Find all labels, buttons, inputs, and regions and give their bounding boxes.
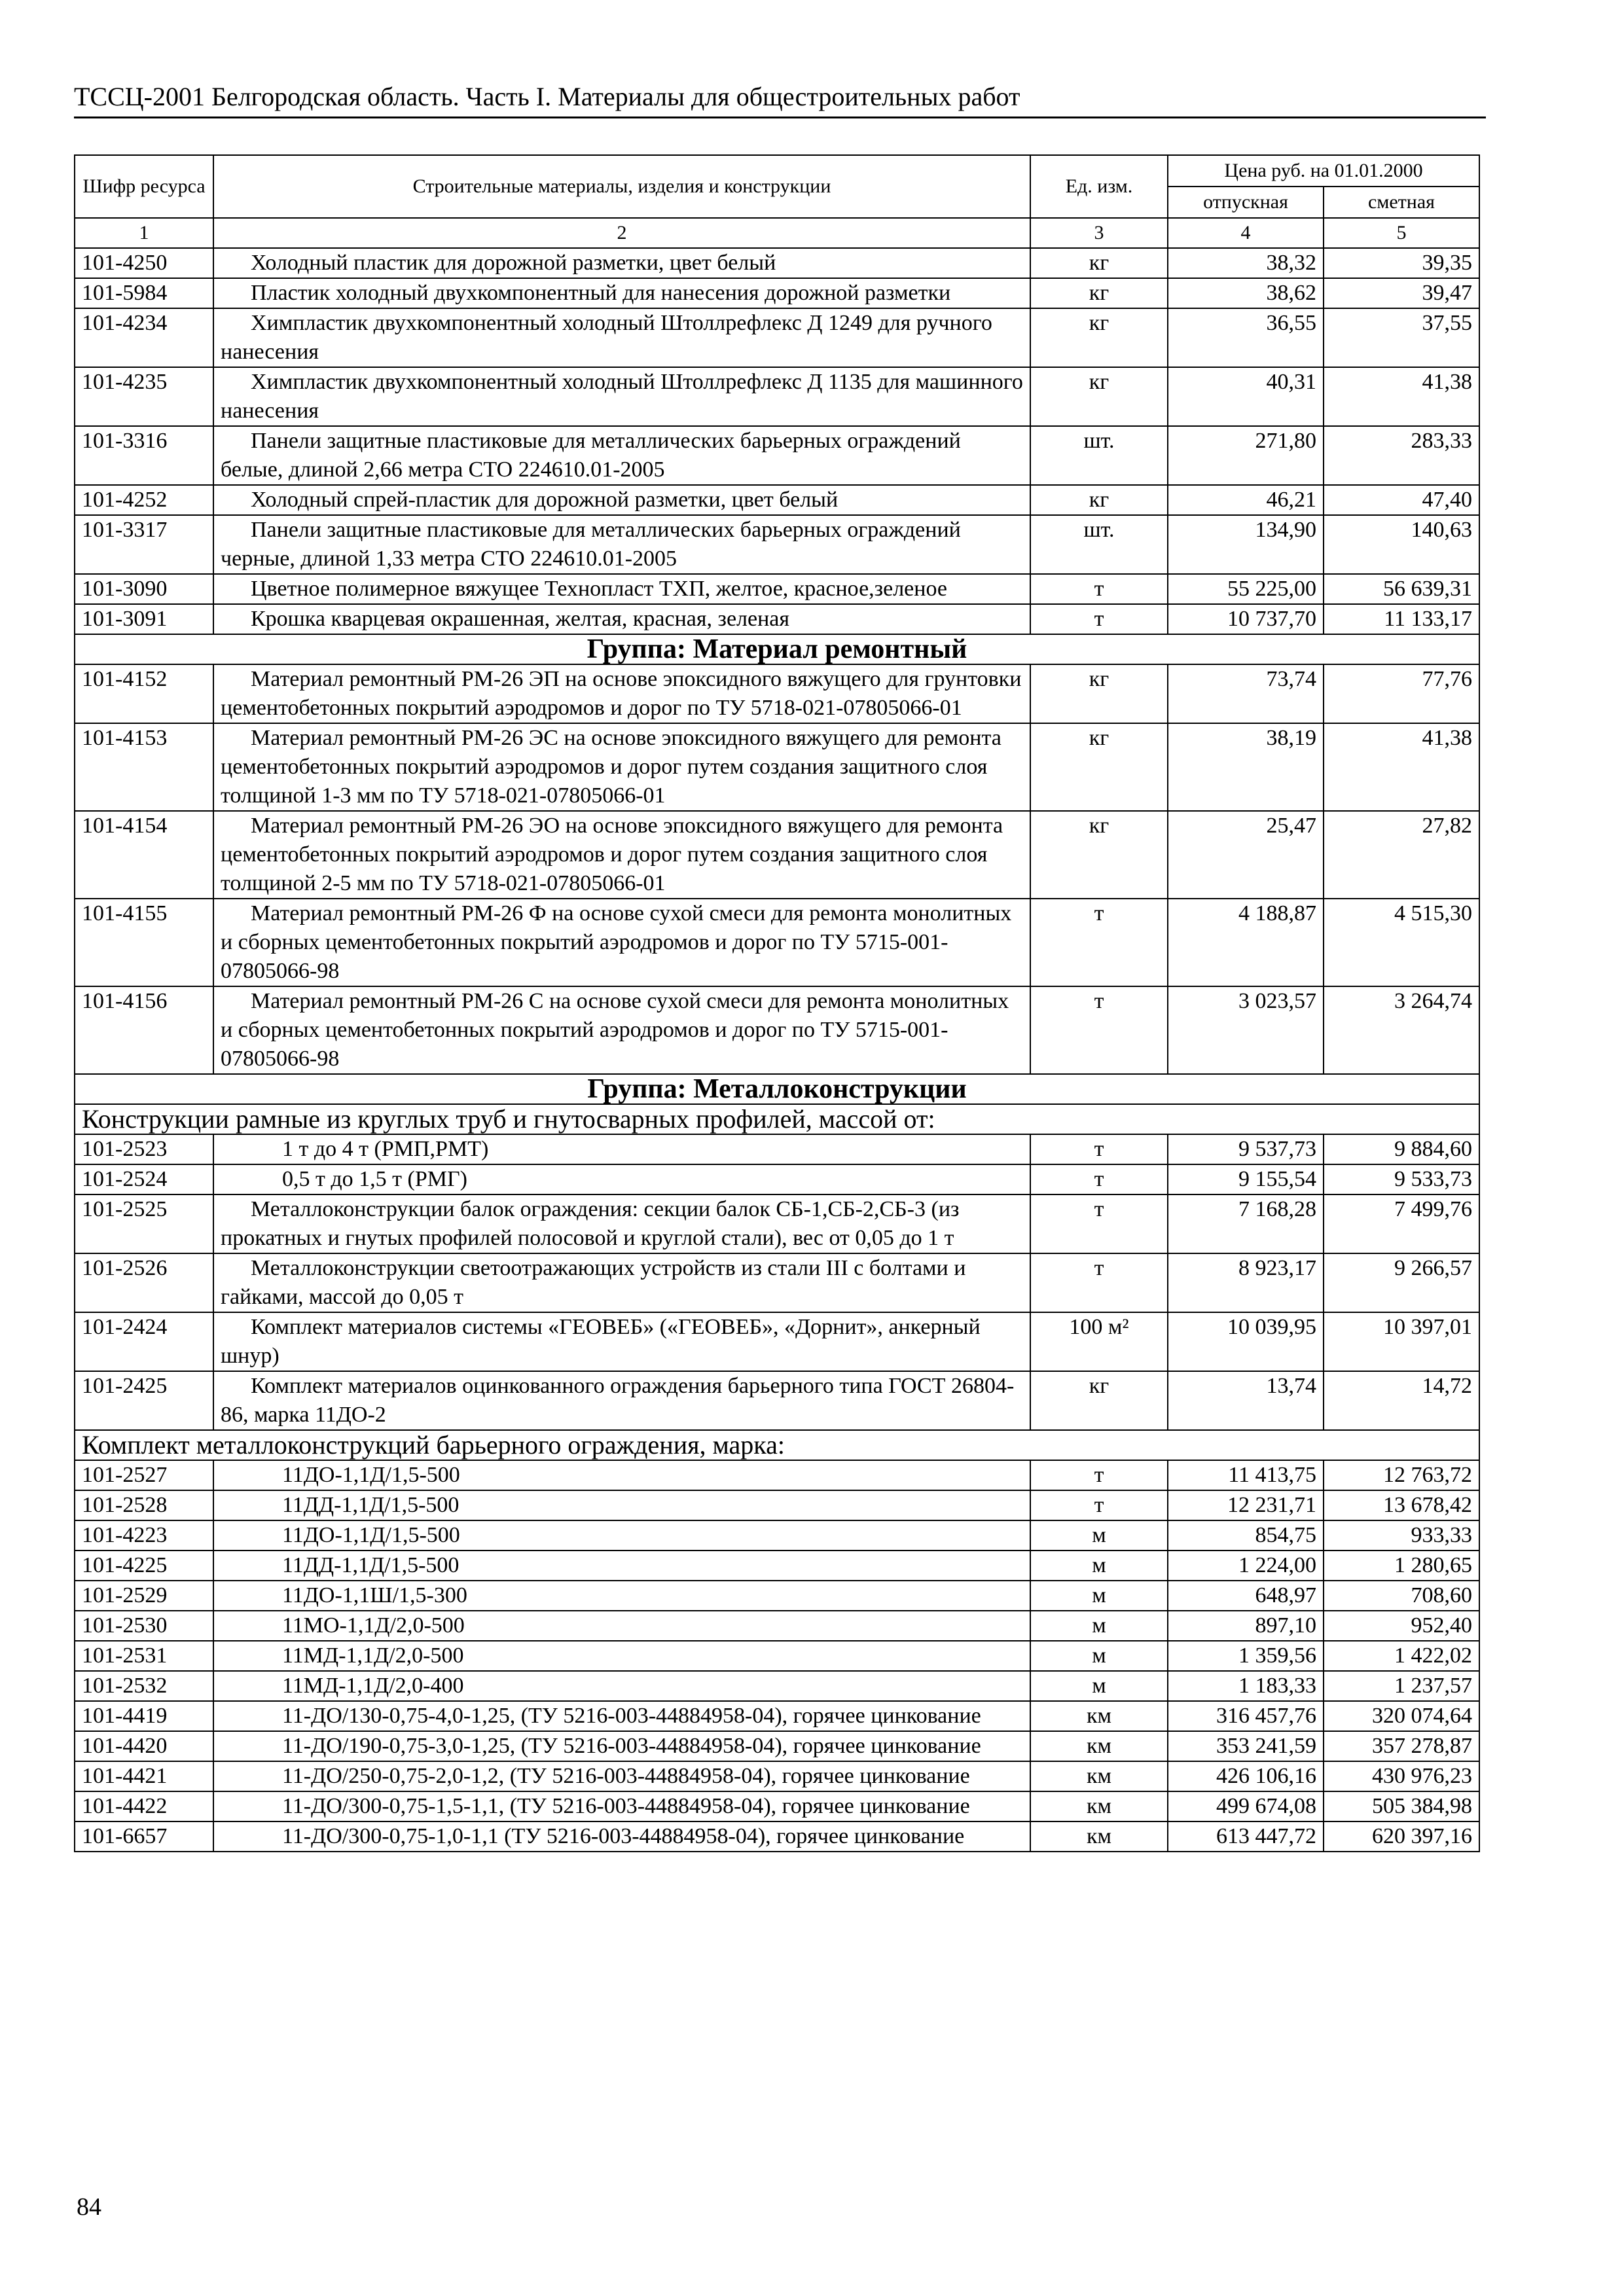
material-name-text: Пластик холодный двухкомпонентный для нанесения дорожной разметки xyxy=(251,281,951,305)
price-estimate: 952,40 xyxy=(1324,1611,1479,1641)
price-release: 854,75 xyxy=(1168,1520,1324,1551)
table-row xyxy=(75,426,1479,485)
price-estimate: 39,47 xyxy=(1324,278,1479,308)
unit-of-measure: т xyxy=(1030,574,1168,604)
resource-code: 101-6657 xyxy=(75,1821,213,1852)
price-release: 38,32 xyxy=(1168,248,1324,278)
table-row xyxy=(75,1701,1479,1731)
table-row xyxy=(75,1134,1479,1164)
unit-of-measure: шт. xyxy=(1030,515,1168,574)
price-release: 1 359,56 xyxy=(1168,1641,1324,1671)
price-estimate: 9 884,60 xyxy=(1324,1134,1479,1164)
price-release: 11 413,75 xyxy=(1168,1460,1324,1490)
material-name-text: Холодный пластик для дорожной разметки, цвет белый xyxy=(251,251,776,275)
material-name-text: Материал ремонтный РМ-26 ЭС на основе эпоксидного вяжущего для ремонта цементобетонных покрытий аэродромов и дорог путем создания защитного слоя толщиной 1-3 мм по ТУ 5718-021-07805066-01 xyxy=(221,726,1001,808)
column-header-name: Строительные материалы, изделия и конструкции xyxy=(213,155,1030,218)
material-name xyxy=(213,986,1030,1074)
table-row xyxy=(75,1520,1479,1551)
price-release: 13,74 xyxy=(1168,1371,1324,1430)
price-release: 4 188,87 xyxy=(1168,899,1324,986)
material-name xyxy=(213,248,1030,278)
resource-code: 101-4235 xyxy=(75,367,213,426)
material-name xyxy=(213,1490,1030,1520)
price-release: 316 457,76 xyxy=(1168,1701,1324,1731)
material-name-text: 11МД-1,1Д/2,0-500 xyxy=(282,1643,464,1668)
price-estimate: 283,33 xyxy=(1324,426,1479,485)
material-name-text: Комплект материалов оцинкованного ограждения барьерного типа ГОСТ 26804-86, марка 11ДО-2 xyxy=(221,1374,1015,1427)
column-number: 1 xyxy=(75,218,213,248)
material-name xyxy=(213,426,1030,485)
column-header-price-estimate: сметная xyxy=(1324,187,1479,218)
table-row xyxy=(75,1791,1479,1821)
table-row xyxy=(75,248,1479,278)
table-row xyxy=(75,515,1479,574)
price-estimate: 56 639,31 xyxy=(1324,574,1479,604)
price-estimate: 4 515,30 xyxy=(1324,899,1479,986)
resource-code: 101-2529 xyxy=(75,1581,213,1611)
price-release: 9 155,54 xyxy=(1168,1164,1324,1194)
material-name-text: Химпластик двухкомпонентный холодный Штоллрефлекс Д 1249 для ручного нанесения xyxy=(221,311,992,364)
table-row xyxy=(75,811,1479,899)
unit-of-measure: кг xyxy=(1030,248,1168,278)
table-row xyxy=(75,1671,1479,1701)
material-name-text: 11-ДО/250-0,75-2,0-1,2, (ТУ 5216-003-44884958-04), горячее цинкование xyxy=(282,1764,970,1788)
unit-of-measure: кг xyxy=(1030,723,1168,811)
table-row xyxy=(75,664,1479,723)
table-row xyxy=(75,1551,1479,1581)
table-row xyxy=(75,485,1479,515)
price-table xyxy=(74,154,1480,1852)
material-name-text: 11-ДО/190-0,75-3,0-1,25, (ТУ 5216-003-44884958-04), горячее цинкование xyxy=(282,1734,981,1758)
price-estimate: 41,38 xyxy=(1324,367,1479,426)
price-release: 271,80 xyxy=(1168,426,1324,485)
material-name-text: 11ДО-1,1Д/1,5-500 xyxy=(282,1523,460,1547)
price-release: 73,74 xyxy=(1168,664,1324,723)
unit-of-measure: т xyxy=(1030,604,1168,634)
unit-of-measure: т xyxy=(1030,1164,1168,1194)
price-release: 897,10 xyxy=(1168,1611,1324,1641)
table-row xyxy=(75,1164,1479,1194)
table-row xyxy=(75,1611,1479,1641)
price-estimate: 430 976,23 xyxy=(1324,1761,1479,1791)
resource-code: 101-2527 xyxy=(75,1460,213,1490)
subgroup-heading: Конструкции рамные из круглых труб и гнутосварных профилей, массой от: xyxy=(75,1104,1479,1134)
price-estimate: 620 397,16 xyxy=(1324,1821,1479,1852)
table-row xyxy=(75,1761,1479,1791)
price-release: 3 023,57 xyxy=(1168,986,1324,1074)
material-name xyxy=(213,1312,1030,1371)
material-name xyxy=(213,308,1030,367)
page-number: 84 xyxy=(77,2193,101,2221)
table-row xyxy=(75,1731,1479,1761)
price-estimate: 708,60 xyxy=(1324,1581,1479,1611)
unit-of-measure: т xyxy=(1030,1460,1168,1490)
table-row xyxy=(75,308,1479,367)
price-estimate: 9 266,57 xyxy=(1324,1253,1479,1312)
table-row xyxy=(75,1371,1479,1430)
price-release: 10 039,95 xyxy=(1168,1312,1324,1371)
material-name-text: 0,5 т до 1,5 т (РМГ) xyxy=(282,1167,467,1191)
group-heading: Группа: Металлоконструкции xyxy=(75,1074,1479,1104)
price-release: 134,90 xyxy=(1168,515,1324,574)
material-name xyxy=(213,278,1030,308)
table-row xyxy=(75,574,1479,604)
table-row xyxy=(75,1460,1479,1490)
resource-code: 101-2524 xyxy=(75,1164,213,1194)
resource-code: 101-2525 xyxy=(75,1194,213,1253)
column-number: 4 xyxy=(1168,218,1324,248)
unit-of-measure: кг xyxy=(1030,308,1168,367)
resource-code: 101-2532 xyxy=(75,1671,213,1701)
group-heading-row xyxy=(75,634,1479,664)
column-number-row xyxy=(75,218,1479,248)
unit-of-measure: кг xyxy=(1030,1371,1168,1430)
price-release: 36,55 xyxy=(1168,308,1324,367)
resource-code: 101-4153 xyxy=(75,723,213,811)
resource-code: 101-4154 xyxy=(75,811,213,899)
group-heading: Группа: Материал ремонтный xyxy=(75,634,1479,664)
material-name xyxy=(213,485,1030,515)
resource-code: 101-2424 xyxy=(75,1312,213,1371)
price-estimate: 41,38 xyxy=(1324,723,1479,811)
price-estimate: 1 237,57 xyxy=(1324,1671,1479,1701)
unit-of-measure: кг xyxy=(1030,367,1168,426)
price-release: 25,47 xyxy=(1168,811,1324,899)
material-name xyxy=(213,1821,1030,1852)
table-row xyxy=(75,1253,1479,1312)
price-estimate: 320 074,64 xyxy=(1324,1701,1479,1731)
table-row xyxy=(75,986,1479,1074)
material-name-text: Материал ремонтный РМ-26 ЭО на основе эпоксидного вяжущего для ремонта цементобетонных покрытий аэродромов и дорог путем создания защитного слоя толщиной 2-5 мм по ТУ 5718-021-07805066-01 xyxy=(221,814,1003,895)
unit-of-measure: т xyxy=(1030,1134,1168,1164)
table-body xyxy=(75,248,1479,1852)
price-estimate: 47,40 xyxy=(1324,485,1479,515)
unit-of-measure: м xyxy=(1030,1551,1168,1581)
table-row xyxy=(75,1581,1479,1611)
price-estimate: 13 678,42 xyxy=(1324,1490,1479,1520)
page-header-title: ТССЦ-2001 Белгородская область. Часть I. Материалы для общестроительных работ xyxy=(74,82,1020,111)
material-name-text: 11-ДО/300-0,75-1,0-1,1 (ТУ 5216-003-44884958-04), горячее цинкование xyxy=(282,1824,965,1848)
resource-code: 101-4152 xyxy=(75,664,213,723)
unit-of-measure: шт. xyxy=(1030,426,1168,485)
material-name-text: 11МО-1,1Д/2,0-500 xyxy=(282,1613,465,1638)
material-name xyxy=(213,1701,1030,1731)
table-row xyxy=(75,278,1479,308)
material-name-text: Цветное полимерное вяжущее Технопласт ТХП, желтое, красное,зеленое xyxy=(251,577,947,601)
material-name-text: 1 т до 4 т (РМП,РМТ) xyxy=(282,1137,489,1161)
price-estimate: 3 264,74 xyxy=(1324,986,1479,1074)
material-name-text: 11МД-1,1Д/2,0-400 xyxy=(282,1674,464,1698)
material-name xyxy=(213,1581,1030,1611)
price-release: 613 447,72 xyxy=(1168,1821,1324,1852)
column-header-unit: Ед. изм. xyxy=(1030,155,1168,218)
resource-code: 101-4234 xyxy=(75,308,213,367)
unit-of-measure: км xyxy=(1030,1791,1168,1821)
table-row xyxy=(75,899,1479,986)
material-name xyxy=(213,1641,1030,1671)
price-estimate: 140,63 xyxy=(1324,515,1479,574)
resource-code: 101-4252 xyxy=(75,485,213,515)
price-estimate: 1 280,65 xyxy=(1324,1551,1479,1581)
price-estimate: 10 397,01 xyxy=(1324,1312,1479,1371)
material-name xyxy=(213,1671,1030,1701)
price-release: 10 737,70 xyxy=(1168,604,1324,634)
resource-code: 101-4225 xyxy=(75,1551,213,1581)
resource-code: 101-2528 xyxy=(75,1490,213,1520)
price-estimate: 11 133,17 xyxy=(1324,604,1479,634)
subgroup-heading-row xyxy=(75,1104,1479,1134)
price-estimate: 39,35 xyxy=(1324,248,1479,278)
price-release: 55 225,00 xyxy=(1168,574,1324,604)
table-row xyxy=(75,1312,1479,1371)
price-release: 7 168,28 xyxy=(1168,1194,1324,1253)
resource-code: 101-3317 xyxy=(75,515,213,574)
price-estimate: 7 499,76 xyxy=(1324,1194,1479,1253)
price-estimate: 1 422,02 xyxy=(1324,1641,1479,1671)
unit-of-measure: м xyxy=(1030,1520,1168,1551)
resource-code: 101-4422 xyxy=(75,1791,213,1821)
unit-of-measure: м xyxy=(1030,1611,1168,1641)
price-estimate: 14,72 xyxy=(1324,1371,1479,1430)
table-row xyxy=(75,367,1479,426)
resource-code: 101-2531 xyxy=(75,1641,213,1671)
price-estimate: 505 384,98 xyxy=(1324,1791,1479,1821)
price-estimate: 77,76 xyxy=(1324,664,1479,723)
unit-of-measure: кг xyxy=(1030,278,1168,308)
material-name-text: Комплект материалов системы «ГЕОВЕБ» («ГЕОВЕБ», «Дорнит», анкерный шнур) xyxy=(221,1315,981,1368)
material-name-text: Металлоконструкции балок ограждения: секции балок СБ-1,СБ-2,СБ-3 (из прокатных и гнутых профилей полосовой и круглой стали), вес от 0,05 до 1 т xyxy=(221,1197,960,1250)
material-name-text: 11ДО-1,1Д/1,5-500 xyxy=(282,1463,460,1487)
resource-code: 101-4155 xyxy=(75,899,213,986)
unit-of-measure: кг xyxy=(1030,664,1168,723)
price-release: 38,62 xyxy=(1168,278,1324,308)
resource-code: 101-4156 xyxy=(75,986,213,1074)
subgroup-heading-row xyxy=(75,1430,1479,1460)
resource-code: 101-4223 xyxy=(75,1520,213,1551)
column-number: 2 xyxy=(213,218,1030,248)
price-release: 499 674,08 xyxy=(1168,1791,1324,1821)
unit-of-measure: т xyxy=(1030,1490,1168,1520)
table-row xyxy=(75,604,1479,634)
material-name xyxy=(213,1791,1030,1821)
material-name xyxy=(213,1460,1030,1490)
unit-of-measure: м xyxy=(1030,1671,1168,1701)
unit-of-measure: кг xyxy=(1030,811,1168,899)
resource-code: 101-2526 xyxy=(75,1253,213,1312)
unit-of-measure: км xyxy=(1030,1821,1168,1852)
material-name xyxy=(213,1611,1030,1641)
material-name xyxy=(213,515,1030,574)
unit-of-measure: кг xyxy=(1030,485,1168,515)
resource-code: 101-4420 xyxy=(75,1731,213,1761)
material-name-text: Металлоконструкции светоотражающих устройств из стали III с болтами и гайками, массой до 0,05 т xyxy=(221,1256,966,1309)
price-estimate: 37,55 xyxy=(1324,308,1479,367)
material-name xyxy=(213,1520,1030,1551)
material-name xyxy=(213,1731,1030,1761)
unit-of-measure: м xyxy=(1030,1641,1168,1671)
material-name-text: Химпластик двухкомпонентный холодный Штоллрефлекс Д 1135 для машинного нанесения xyxy=(221,370,1023,423)
column-number: 3 xyxy=(1030,218,1168,248)
material-name xyxy=(213,1371,1030,1430)
price-release: 1 183,33 xyxy=(1168,1671,1324,1701)
header-divider xyxy=(74,117,1486,118)
resource-code: 101-4421 xyxy=(75,1761,213,1791)
table-row xyxy=(75,1194,1479,1253)
unit-of-measure: т xyxy=(1030,1194,1168,1253)
resource-code: 101-3091 xyxy=(75,604,213,634)
material-name xyxy=(213,1134,1030,1164)
material-name xyxy=(213,1253,1030,1312)
table-row xyxy=(75,1821,1479,1852)
resource-code: 101-4250 xyxy=(75,248,213,278)
column-header-price-release: отпускная xyxy=(1168,187,1324,218)
material-name-text: Панели защитные пластиковые для металлических барьерных ограждений белые, длиной 2,66 метра СТО 224610.01-2005 xyxy=(221,429,961,482)
unit-of-measure: т xyxy=(1030,986,1168,1074)
material-name-text: 11ДД-1,1Д/1,5-500 xyxy=(282,1553,460,1577)
material-name xyxy=(213,664,1030,723)
table-header xyxy=(75,155,1479,248)
material-name xyxy=(213,1761,1030,1791)
price-estimate: 9 533,73 xyxy=(1324,1164,1479,1194)
unit-of-measure: 100 м² xyxy=(1030,1312,1168,1371)
material-name-text: Материал ремонтный РМ-26 ЭП на основе эпоксидного вяжущего для грунтовки цементобетонных покрытий аэродромов и дорог по ТУ 5718-021-07805066-01 xyxy=(221,667,1022,720)
material-name-text: 11ДД-1,1Д/1,5-500 xyxy=(282,1493,460,1517)
unit-of-measure: км xyxy=(1030,1731,1168,1761)
material-name-text: Материал ремонтный РМ-26 С на основе сухой смеси для ремонта монолитных и сборных цементобетонных покрытий аэродромов и дорог по ТУ 5715-001-07805066-98 xyxy=(221,989,1009,1071)
material-name-text: Холодный спрей-пластик для дорожной разметки, цвет белый xyxy=(251,488,839,512)
column-header-price: Цена руб. на 01.01.2000 xyxy=(1168,155,1479,187)
material-name-text: 11-ДО/130-0,75-4,0-1,25, (ТУ 5216-003-44884958-04), горячее цинкование xyxy=(282,1704,981,1728)
material-name xyxy=(213,367,1030,426)
unit-of-measure: км xyxy=(1030,1701,1168,1731)
column-number: 5 xyxy=(1324,218,1479,248)
resource-code: 101-2425 xyxy=(75,1371,213,1430)
material-name xyxy=(213,574,1030,604)
table-row xyxy=(75,723,1479,811)
price-release: 426 106,16 xyxy=(1168,1761,1324,1791)
price-estimate: 933,33 xyxy=(1324,1520,1479,1551)
price-release: 40,31 xyxy=(1168,367,1324,426)
subgroup-heading: Комплект металлоконструкций барьерного ограждения, марка: xyxy=(75,1430,1479,1460)
resource-code: 101-2530 xyxy=(75,1611,213,1641)
column-header-code: Шифр ресурса xyxy=(75,155,213,218)
material-name xyxy=(213,811,1030,899)
unit-of-measure: т xyxy=(1030,1253,1168,1312)
price-release: 8 923,17 xyxy=(1168,1253,1324,1312)
table-row xyxy=(75,1641,1479,1671)
price-estimate: 12 763,72 xyxy=(1324,1460,1479,1490)
resource-code: 101-2523 xyxy=(75,1134,213,1164)
price-release: 46,21 xyxy=(1168,485,1324,515)
price-estimate: 357 278,87 xyxy=(1324,1731,1479,1761)
price-release: 648,97 xyxy=(1168,1581,1324,1611)
material-name xyxy=(213,899,1030,986)
resource-code: 101-4419 xyxy=(75,1701,213,1731)
material-name xyxy=(213,1194,1030,1253)
material-name xyxy=(213,723,1030,811)
resource-code: 101-3090 xyxy=(75,574,213,604)
material-name xyxy=(213,1551,1030,1581)
resource-code: 101-3316 xyxy=(75,426,213,485)
material-name-text: 11ДО-1,1Ш/1,5-300 xyxy=(282,1583,467,1607)
table-row xyxy=(75,1490,1479,1520)
price-release: 1 224,00 xyxy=(1168,1551,1324,1581)
material-name-text: 11-ДО/300-0,75-1,5-1,1, (ТУ 5216-003-44884958-04), горячее цинкование xyxy=(282,1794,970,1818)
price-release: 353 241,59 xyxy=(1168,1731,1324,1761)
unit-of-measure: т xyxy=(1030,899,1168,986)
material-name xyxy=(213,604,1030,634)
material-name-text: Крошка кварцевая окрашенная, желтая, красная, зеленая xyxy=(251,607,790,631)
price-release: 38,19 xyxy=(1168,723,1324,811)
group-heading-row xyxy=(75,1074,1479,1104)
price-release: 12 231,71 xyxy=(1168,1490,1324,1520)
material-name xyxy=(213,1164,1030,1194)
resource-code: 101-5984 xyxy=(75,278,213,308)
price-release: 9 537,73 xyxy=(1168,1134,1324,1164)
price-estimate: 27,82 xyxy=(1324,811,1479,899)
unit-of-measure: м xyxy=(1030,1581,1168,1611)
material-name-text: Материал ремонтный РМ-26 Ф на основе сухой смеси для ремонта монолитных и сборных цементобетонных покрытий аэродромов и дорог по ТУ 5715-001-07805066-98 xyxy=(221,901,1012,983)
unit-of-measure: км xyxy=(1030,1761,1168,1791)
material-name-text: Панели защитные пластиковые для металлических барьерных ограждений черные, длиной 1,33 метра СТО 224610.01-2005 xyxy=(221,518,961,571)
